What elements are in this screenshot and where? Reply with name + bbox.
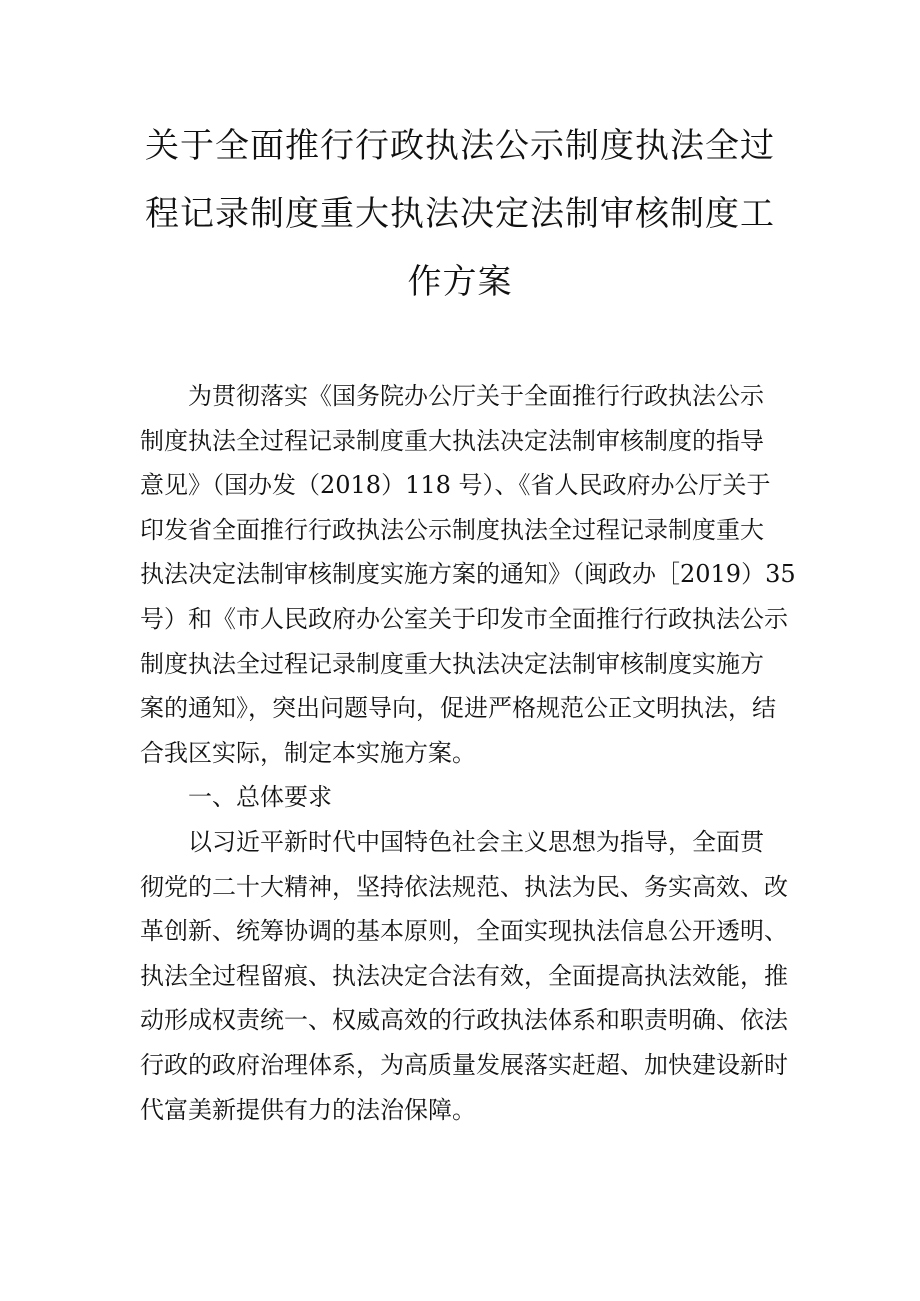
title-line: 关于全面推行行政执法公示制度执法全过	[145, 126, 775, 166]
document-body	[140, 374, 796, 1132]
paragraph-line: 为贯彻落实《国务院办公厅关于全面推行行政执法公示	[188, 382, 764, 410]
title-line: 程记录制度重大执法决定法制审核制度工	[145, 194, 775, 234]
paragraph-line: 案的通知》，突出问题导向，促进严格规范公正文明执法，结	[140, 694, 776, 723]
paragraph-line: 执法决定法制审核制度实施方案的通知》（闽政办［2019）35	[140, 560, 796, 589]
paragraph-line: 制度执法全过程记录制度重大执法决定法制审核制度实施方	[140, 649, 764, 678]
paragraph-line: 革创新、统筹协调的基本原则，全面实现执法信息公开透明、	[140, 917, 788, 946]
section-heading-text: 一、总体要求	[188, 783, 332, 812]
paragraph-line: 号）和《市人民政府办公室关于印发市全面推行行政执法公示	[140, 604, 788, 633]
paragraph-line: 彻党的二十大精神，坚持依法规范、执法为民、务实高效、改	[140, 872, 788, 901]
section-heading	[140, 775, 790, 820]
section-paragraph	[140, 820, 790, 1132]
paragraph-line: 合我区实际，制定本实施方案。	[140, 738, 476, 767]
paragraph-line: 行政的政府治理体系，为高质量发展落实赶超、加快建设新时	[140, 1050, 788, 1079]
paragraph-line: 意见》（国办发（2018）118 号）、《省人民政府办公厅关于	[140, 471, 771, 500]
paragraph-line: 动形成权责统一、权威高效的行政执法体系和职责明确、依法	[140, 1006, 788, 1035]
document-title	[140, 112, 780, 316]
paragraph-line: 代富美新提供有力的法治保障。	[140, 1095, 476, 1124]
paragraph-line: 执法全过程留痕、执法决定合法有效，全面提高执法效能，推	[140, 961, 788, 990]
intro-paragraph	[140, 374, 796, 775]
title-line: 作方案	[407, 262, 513, 302]
paragraph-line: 以习近平新时代中国特色社会主义思想为指导，全面贯	[188, 827, 764, 856]
paragraph-line: 制度执法全过程记录制度重大执法决定法制审核制度的指导	[140, 426, 764, 455]
paragraph-line: 印发省全面推行行政执法公示制度执法全过程记录制度重大	[140, 515, 764, 544]
